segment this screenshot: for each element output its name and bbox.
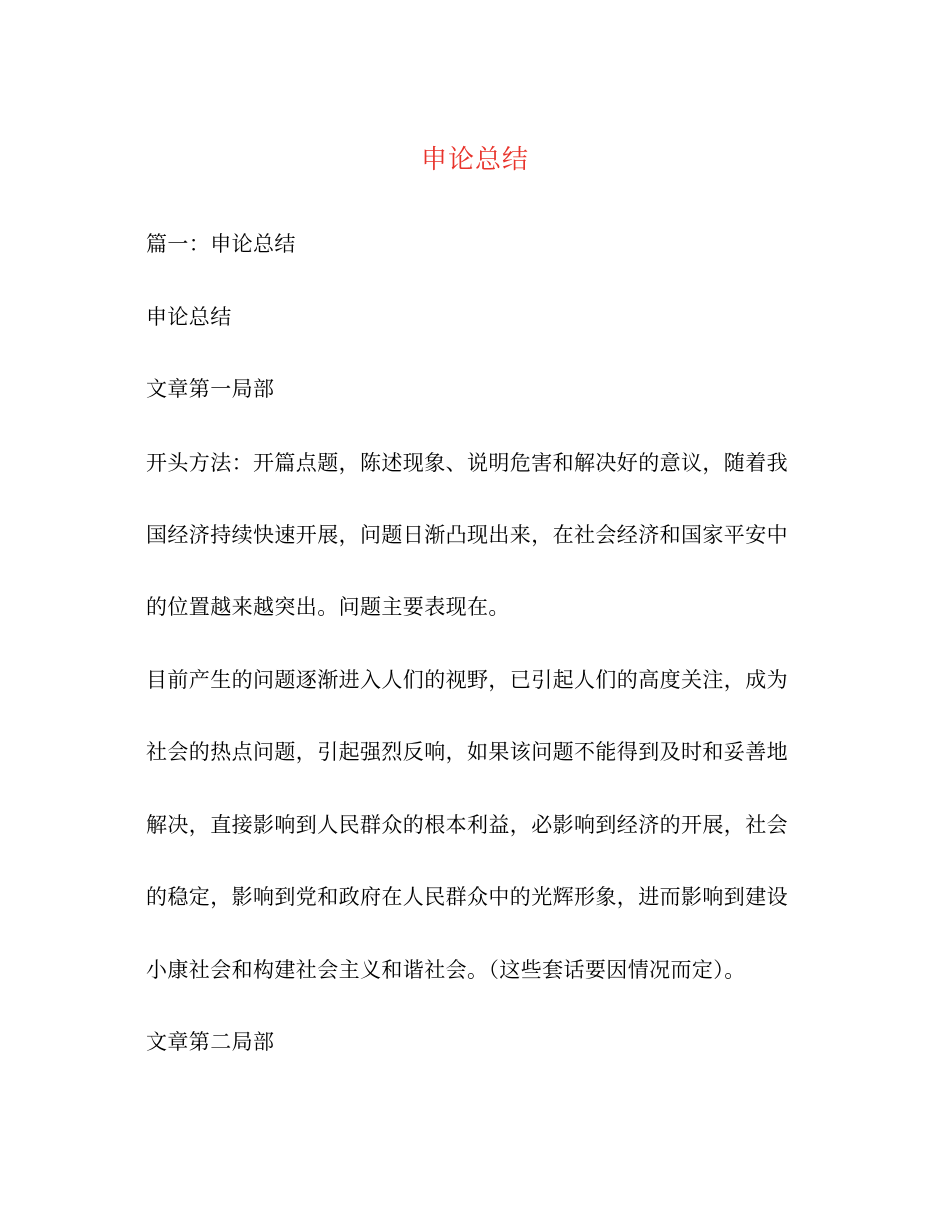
section-heading: 文章第一局部 bbox=[146, 377, 275, 401]
paragraph-line: 开头方法：开篇点题，陈述现象、说明危害和解决好的意议，随着我 bbox=[146, 451, 788, 475]
paragraph-line: 国经济持续快速开展，问题日渐凸现出来，在社会经济和国家平安中 bbox=[146, 523, 788, 547]
paragraph-line: 目前产生的问题逐渐进入人们的视野，已引起人们的高度关注，成为 bbox=[146, 668, 788, 692]
section-heading-part-one: 篇一：申论总结 bbox=[146, 232, 296, 256]
paragraph-line: 的稳定，影响到党和政府在人民群众中的光辉形象，进而影响到建设 bbox=[146, 885, 788, 909]
paragraph-line: 小康社会和构建社会主义和谐社会。（这些套话要因情况而定）。 bbox=[146, 958, 746, 982]
paragraph-line: 的位置越来越突出。问题主要表现在。 bbox=[146, 595, 510, 619]
document-title: 申论总结 bbox=[420, 145, 529, 175]
section-heading: 文章第二局部 bbox=[146, 1030, 275, 1054]
subheading: 申论总结 bbox=[146, 305, 232, 329]
paragraph-line: 解决，直接影响到人民群众的根本利益，必影响到经济的开展，社会 bbox=[146, 813, 788, 837]
paragraph-line: 社会的热点问题，引起强烈反响，如果该问题不能得到及时和妥善地 bbox=[146, 740, 788, 764]
